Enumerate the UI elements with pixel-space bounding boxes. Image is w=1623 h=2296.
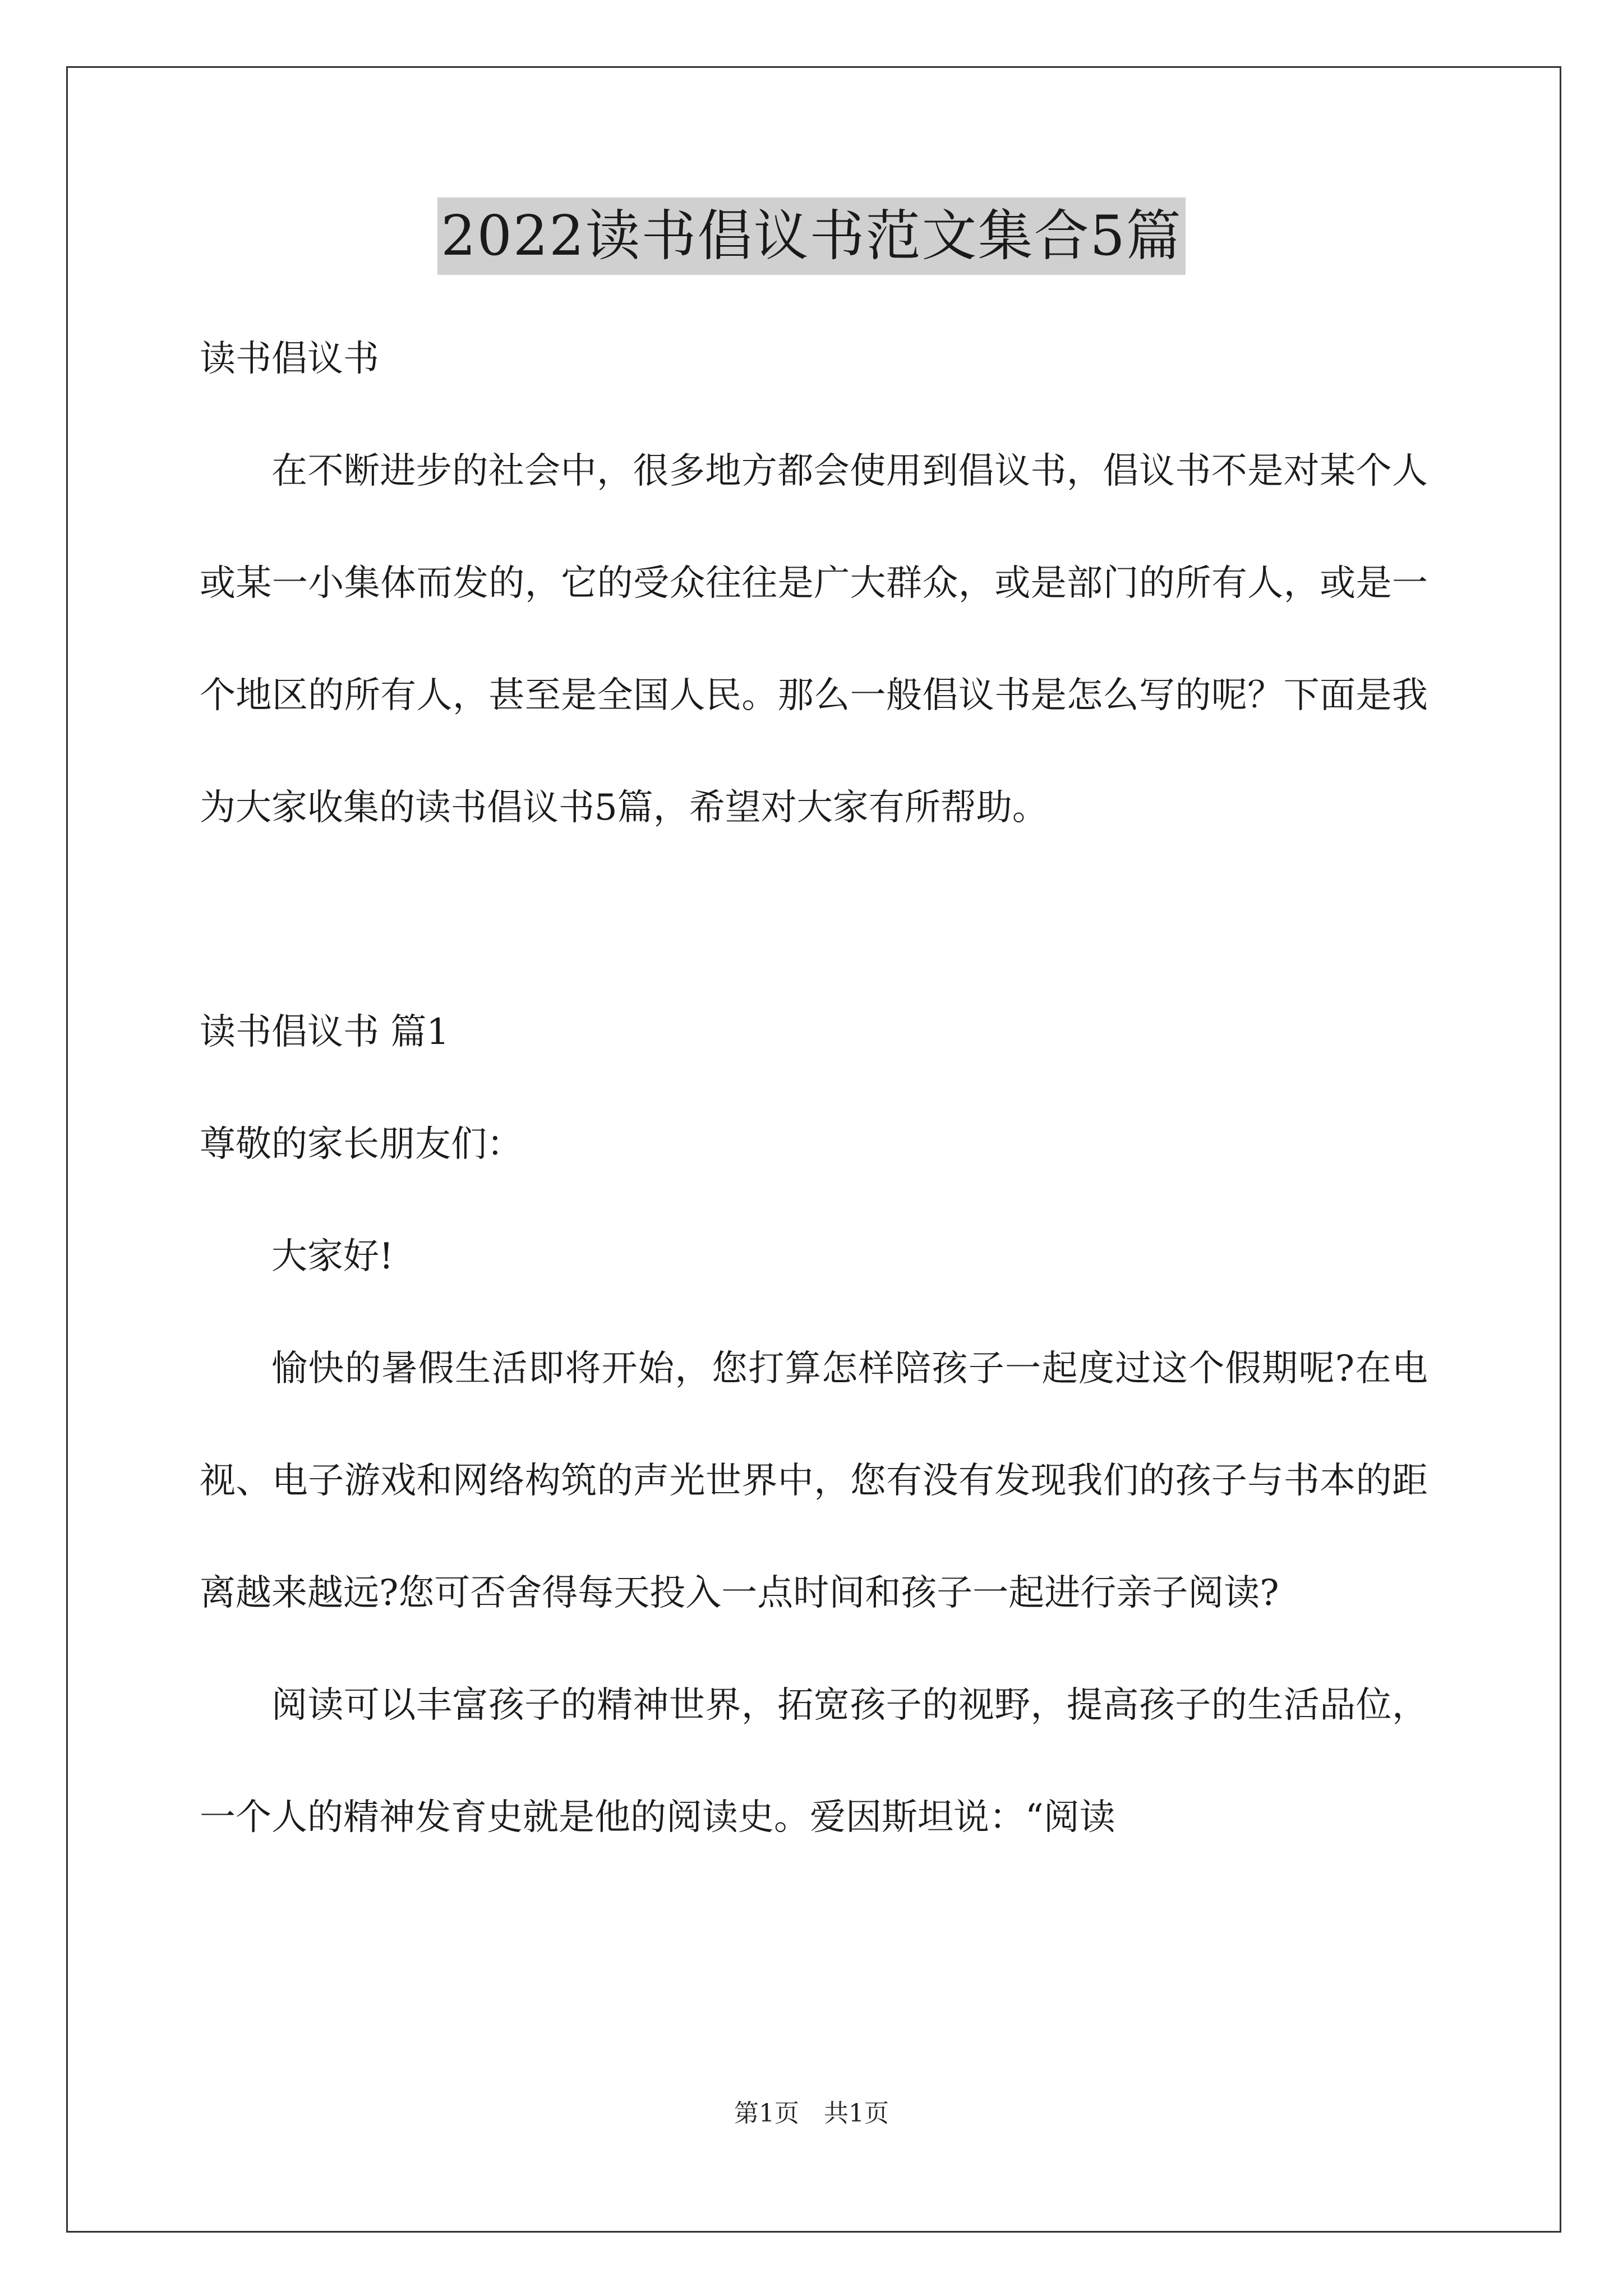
intro-heading: 读书倡议书 xyxy=(200,338,379,380)
document-body xyxy=(200,303,1428,1874)
body-paragraph-1: 愉快的暑假生活即将开始，您打算怎样陪孩子一起度过这个假期呢?在电视、电子游戏和网络构筑的声光世界中，您有没有发现我们的孩子与书本的距离越来越远?您可否舍得每天投入一点时间和孩子一起进行亲子阅读? xyxy=(200,1348,1428,1614)
intro-paragraph: 在不断进步的社会中，很多地方都会使用到倡议书，倡议书不是对某个人或某一小集体而发的，它的受众往往是广大群众，或是部门的所有人，或是一个地区的所有人，甚至是全国人民。那么一般倡议书是怎么写的呢？下面是我为大家收集的读书倡议书5篇，希望对大家有所帮助。 xyxy=(200,450,1428,829)
section-spacer xyxy=(200,864,1428,976)
document-title: 2022读书倡议书范文集合5篇 xyxy=(437,197,1186,275)
title-container xyxy=(0,197,1623,275)
body-paragraph-2: 阅读可以丰富孩子的精神世界，拓宽孩子的视野，提高孩子的生活品位，一个人的精神发育史就是他的阅读史。爱因斯坦说：“阅读 xyxy=(200,1685,1428,1838)
salutation: 尊敬的家长朋友们： xyxy=(200,1124,523,1165)
page-footer: 第1页 共1页 xyxy=(734,2099,889,2128)
greeting: 大家好! xyxy=(271,1236,394,1277)
section-heading: 读书倡议书 篇1 xyxy=(200,1011,450,1053)
